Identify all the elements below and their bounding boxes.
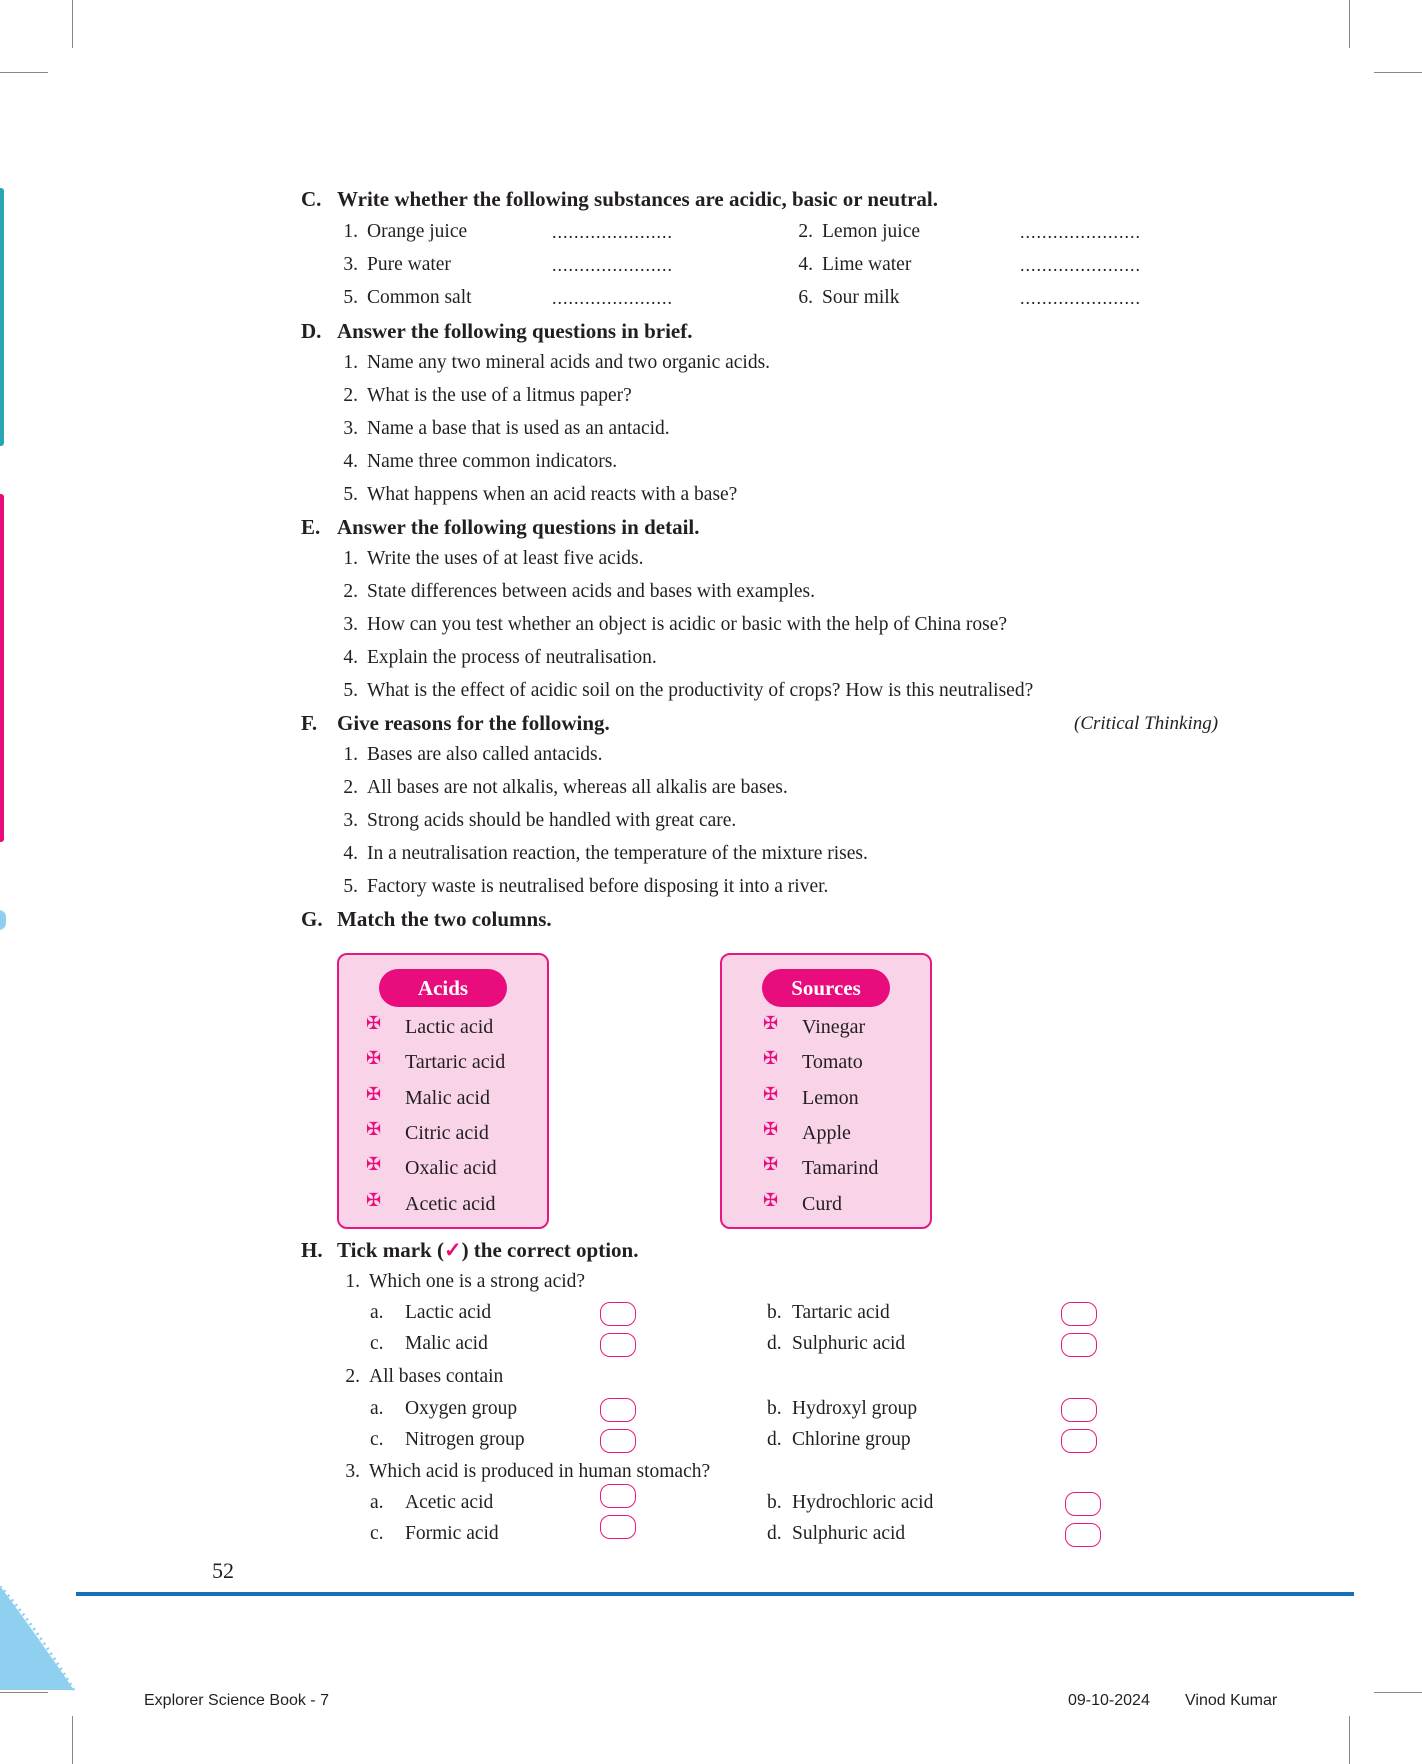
option-checkbox[interactable] [1061,1429,1097,1453]
page-number: 52 [212,1558,234,1583]
item-text: Factory waste is neutralised before disposing it into a river. [367,876,829,897]
list-item [328,249,451,282]
option-letter: c. [370,1333,384,1354]
bottom-rule [76,1592,1354,1596]
item-label: Lemon juice [822,221,921,242]
item-number: 2. [343,777,358,798]
acid-item: Citric acid [405,1122,489,1144]
item-number: 2. [798,221,813,242]
item-text: How can you test whether an object is acidic or basic with the help of China rose? [367,614,1008,635]
item-text: What happens when an acid reacts with a base? [367,484,738,505]
acids-header: Acids [379,969,507,1007]
question-text: Which one is a strong acid? [369,1271,586,1292]
option-letter: b. [767,1492,782,1513]
question-text: All bases contain [369,1366,504,1387]
tick-icon: ✓ [443,1238,462,1262]
item-number: 1. [343,352,358,373]
crop-mark [1374,72,1422,73]
section-title: Match the two columns. [337,907,552,931]
cross-bullet-icon: ✠ [366,1013,382,1033]
option-checkbox[interactable] [600,1429,636,1453]
source-item: Apple [802,1122,851,1144]
option-checkbox[interactable] [1061,1302,1097,1326]
source-item: Curd [802,1193,842,1215]
option-letter: c. [370,1523,384,1544]
option-text: Hydroxyl group [792,1398,918,1419]
list-item [328,576,815,609]
list-item [328,805,736,838]
section-letter: G. [301,907,323,931]
item-text: State differences between acids and bases with examples. [367,581,815,602]
source-item: Lemon [802,1087,859,1109]
answer-blank[interactable]: ...................... [552,288,673,308]
source-item: Vinegar [802,1016,866,1038]
section-letter: E. [301,515,321,539]
footer-author: Vinod Kumar [1185,1692,1278,1709]
answer-blank[interactable]: ...................... [1020,255,1141,275]
question [330,1266,585,1299]
option-text: Nitrogen group [405,1429,525,1450]
section-letter: H. [301,1238,323,1262]
source-item: Tomato [802,1051,863,1073]
option-text: Formic acid [405,1523,499,1544]
item-text: Explain the process of neutralisation. [367,647,657,668]
item-number: 3. [345,1461,360,1482]
item-number: 1. [343,744,358,765]
cross-bullet-icon: ✠ [763,1084,779,1104]
list-item [328,347,770,380]
item-label: Pure water [367,254,451,275]
title-pre: Tick mark ( [337,1238,444,1262]
list-item [328,772,788,805]
option-checkbox[interactable] [600,1515,636,1539]
item-number: 3. [343,614,358,635]
option-text: Hydrochloric acid [792,1492,934,1513]
item-number: 5. [343,287,358,308]
list-item [328,543,643,576]
list-item [328,871,828,904]
item-text: In a neutralisation reaction, the temperature of the mixture rises. [367,843,868,864]
list-item [783,282,899,315]
source-item: Tamarind [802,1157,879,1179]
item-text: Name any two mineral acids and two organic acids. [367,352,771,373]
item-text: What is the effect of acidic soil on the productivity of crops? How is this neutralised? [367,680,1034,701]
list-item [328,446,617,479]
item-text: Write the uses of at least five acids. [367,548,644,569]
list-item [328,216,467,249]
section-title: Write whether the following substances are acidic, basic or neutral. [337,187,938,211]
answer-blank[interactable]: ...................... [552,222,673,242]
option-text: Sulphuric acid [792,1523,906,1544]
option-checkbox[interactable] [1065,1492,1101,1516]
cross-bullet-icon: ✠ [763,1190,779,1210]
option-letter: c. [370,1429,384,1450]
side-dot [0,910,6,930]
option-checkbox[interactable] [600,1398,636,1422]
item-text: Name a base that is used as an antacid. [367,418,670,439]
item-label: Lime water [822,254,912,275]
option-checkbox[interactable] [1061,1333,1097,1357]
question-text: Which acid is produced in human stomach? [369,1461,711,1482]
cross-bullet-icon: ✠ [763,1119,779,1139]
item-number: 3. [343,254,358,275]
option-text: Sulphuric acid [792,1333,906,1354]
option-letter: a. [370,1302,384,1323]
option-letter: d. [767,1523,782,1544]
list-item [783,249,911,282]
cross-bullet-icon: ✠ [366,1154,382,1174]
answer-blank[interactable]: ...................... [552,255,673,275]
option-letter: a. [370,1492,384,1513]
title-post: ) the correct option. [461,1238,639,1262]
acid-item: Oxalic acid [405,1157,497,1179]
acid-item: Tartaric acid [405,1051,506,1073]
critical-thinking-tag: (Critical Thinking) [1074,713,1219,734]
crop-mark [1374,1692,1422,1693]
list-item [328,609,1007,642]
cross-bullet-icon: ✠ [366,1190,382,1210]
item-text: Strong acids should be handled with great care. [367,810,737,831]
item-text: What is the use of a litmus paper? [367,385,632,406]
side-tab-pink [0,494,4,842]
section-letter: C. [301,187,322,211]
option-letter: d. [767,1333,782,1354]
corner-decoration [0,1586,80,1696]
section-letter: F. [301,711,318,735]
crop-mark [72,1716,73,1764]
acid-item: Malic acid [405,1087,490,1109]
sources-header: Sources [762,969,890,1007]
list-item [328,675,1033,708]
cross-bullet-icon: ✠ [763,1013,779,1033]
option-checkbox[interactable] [600,1302,636,1326]
option-text: Oxygen group [405,1398,518,1419]
item-number: 5. [343,680,358,701]
item-label: Sour milk [822,287,900,308]
item-number: 2. [343,581,358,602]
section-title: Give reasons for the following. [337,711,610,735]
option-checkbox[interactable] [600,1484,636,1508]
footer-book-title: Explorer Science Book - 7 [144,1692,329,1709]
item-number: 2. [343,385,358,406]
item-number: 1. [343,221,358,242]
item-number: 5. [343,876,358,897]
footer-date: 09-10-2024 [1068,1692,1150,1709]
list-item [328,642,657,675]
list-item [328,413,670,446]
option-letter: b. [767,1398,782,1419]
answer-blank[interactable]: ...................... [1020,222,1141,242]
item-number: 4. [798,254,813,275]
cross-bullet-icon: ✠ [763,1048,779,1068]
cross-bullet-icon: ✠ [366,1048,382,1068]
list-item [328,739,603,772]
option-checkbox[interactable] [600,1333,636,1357]
question [330,1456,710,1489]
list-item [328,380,632,413]
side-tab-teal [0,188,4,446]
item-number: 4. [343,843,358,864]
cross-bullet-icon: ✠ [763,1154,779,1174]
item-number: 5. [343,484,358,505]
option-text: Chlorine group [792,1429,911,1450]
acid-item: Lactic acid [405,1016,494,1038]
crop-mark [1349,1716,1350,1764]
option-letter: d. [767,1429,782,1450]
cross-bullet-icon: ✠ [366,1119,382,1139]
item-number: 1. [345,1271,360,1292]
question [330,1361,503,1394]
answer-blank[interactable]: ...................... [1020,288,1141,308]
option-text: Acetic acid [405,1492,494,1513]
item-number: 4. [343,647,358,668]
item-text: Bases are also called antacids. [367,744,603,765]
section-title [337,1234,638,1266]
list-item [328,282,472,315]
section-letter: D. [301,319,322,343]
item-number: 6. [798,287,813,308]
option-checkbox[interactable] [1065,1523,1101,1547]
item-number: 3. [343,418,358,439]
acid-item: Acetic acid [405,1193,496,1215]
option-checkbox[interactable] [1061,1398,1097,1422]
list-item [328,479,737,512]
section-title: Answer the following questions in detail. [337,515,700,539]
option-text: Tartaric acid [792,1302,890,1323]
item-label: Common salt [367,287,472,308]
list-item [783,216,920,249]
crop-mark [0,72,48,73]
item-text: Name three common indicators. [367,451,618,472]
list-item [328,838,868,871]
option-letter: b. [767,1302,782,1323]
item-number: 3. [343,810,358,831]
item-text: All bases are not alkalis, whereas all alkalis are bases. [367,777,788,798]
option-letter: a. [370,1398,384,1419]
cross-bullet-icon: ✠ [366,1084,382,1104]
item-label: Orange juice [367,221,468,242]
section-title: Answer the following questions in brief. [337,319,693,343]
option-text: Lactic acid [405,1302,492,1323]
item-number: 2. [345,1366,360,1387]
item-number: 4. [343,451,358,472]
item-number: 1. [343,548,358,569]
option-text: Malic acid [405,1333,488,1354]
crop-mark [72,0,73,48]
crop-mark [1349,0,1350,48]
